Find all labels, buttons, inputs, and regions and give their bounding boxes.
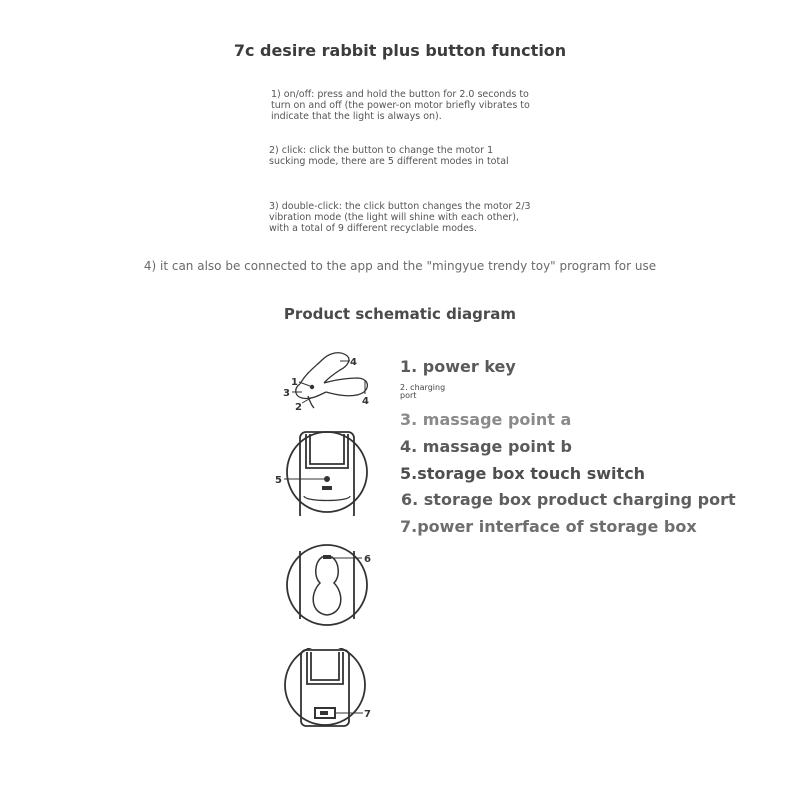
power-key-dot — [310, 385, 314, 389]
callout-1: 1 — [291, 377, 298, 388]
legend-item-box-charging-port: 6. storage box product charging port — [401, 490, 736, 509]
storage-box-base-diagram — [281, 648, 377, 728]
rabbit-toy-diagram — [278, 348, 378, 418]
storage-box-front-diagram — [270, 428, 380, 516]
paragraph-double-click: 3) double-click: the click button changes the motor 2/3 vibration mode (the light will shine with each other), with a total of 9 different recyclable modes. — [269, 201, 531, 234]
callout-6: 6 — [364, 554, 371, 565]
storage-box-inside-diagram — [282, 543, 378, 629]
legend-item-power-key: 1. power key — [400, 357, 516, 376]
callout-2: 2 — [295, 402, 302, 413]
page-title: 7c desire rabbit plus button function — [233, 41, 567, 60]
legend-item-touch-switch: 5.storage box touch switch — [400, 464, 646, 483]
callout-4b: 4 — [362, 396, 369, 407]
paragraph-on-off: 1) on/off: press and hold the button for 2.0 seconds to turn on and off (the power-on motor briefly vibrates to indicate that the light is always on). — [271, 89, 530, 122]
legend-item-massage-point-b: 4. massage point b — [400, 437, 572, 456]
diagram-subtitle: Product schematic diagram — [283, 305, 517, 323]
legend-item-charging-port: 2. charging port — [400, 383, 446, 400]
legend-item-massage-point-a: 3. massage point a — [400, 410, 572, 429]
callout-3: 3 — [283, 388, 290, 399]
legend-item-power-interface: 7.power interface of storage box — [400, 517, 697, 536]
callout-7: 7 — [364, 709, 371, 720]
paragraph-click: 2) click: click the button to change the motor 1 sucking mode, there are 5 different modes in total — [269, 145, 509, 167]
callout-4a: 4 — [350, 357, 357, 368]
callout-5: 5 — [275, 475, 282, 486]
paragraph-app-connection: 4) it can also be connected to the app and the "mingyue trendy toy" program for use — [143, 259, 657, 273]
